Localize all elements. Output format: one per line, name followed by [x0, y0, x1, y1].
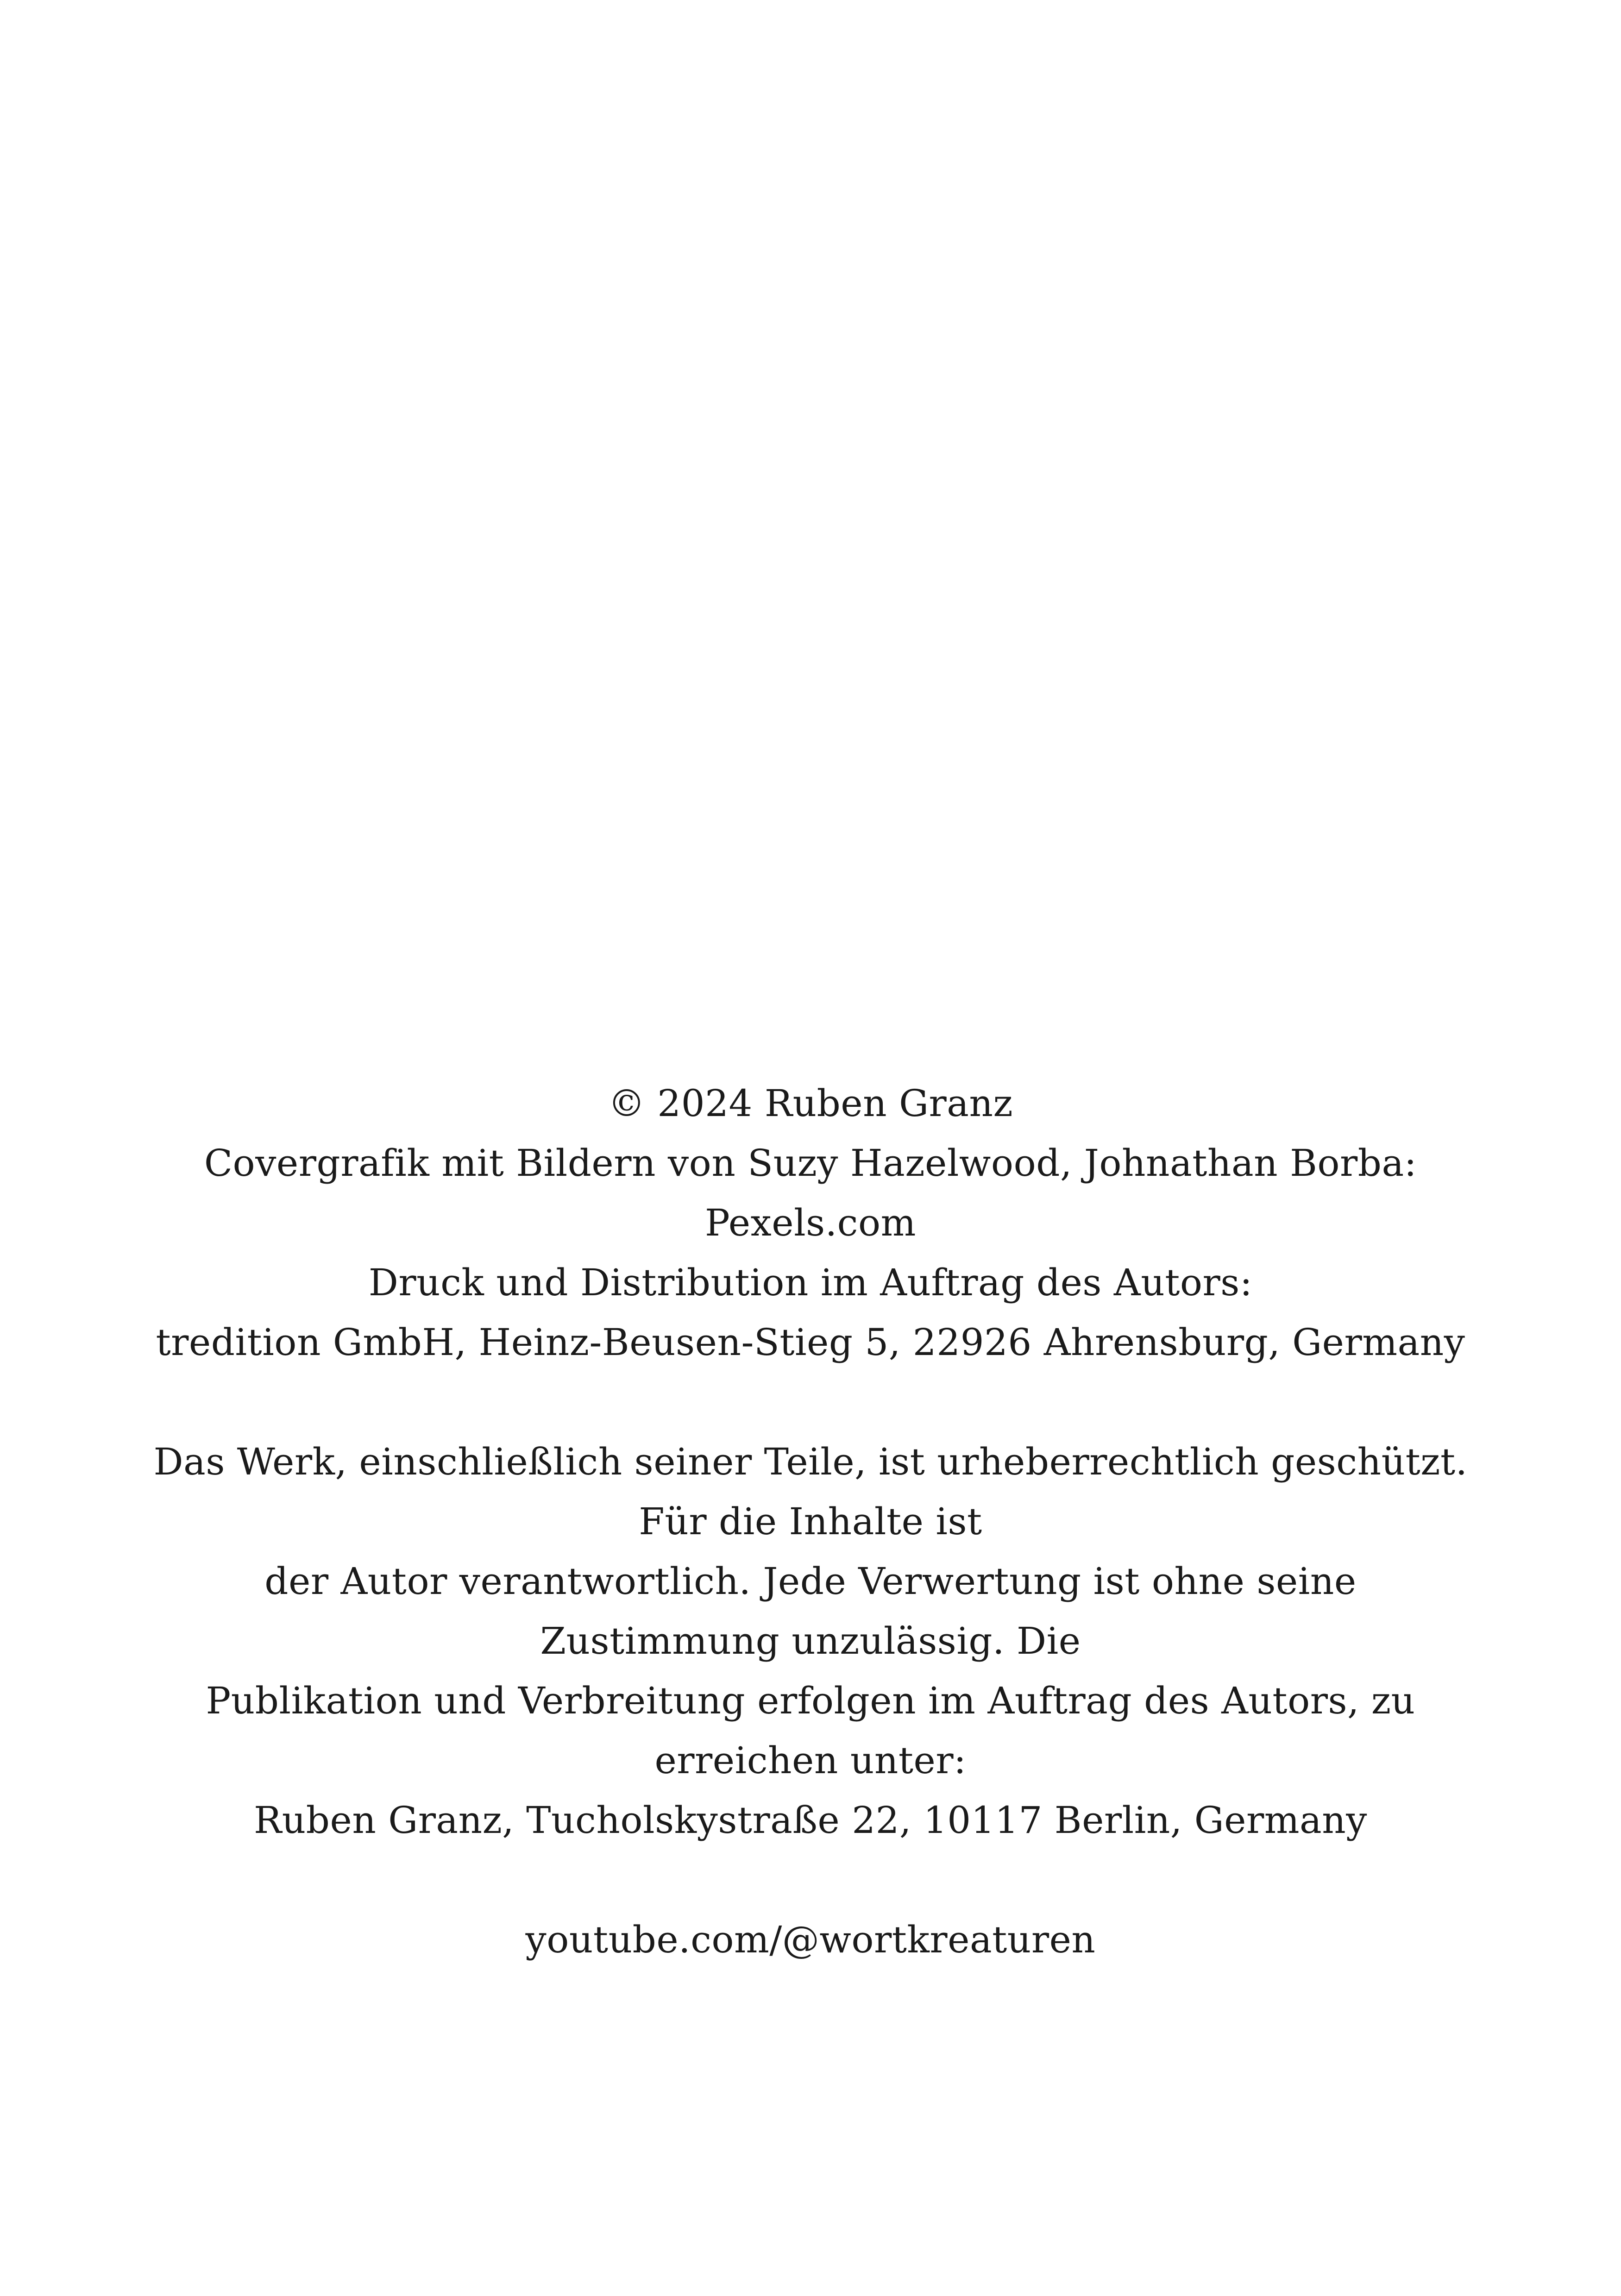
spacer: [0, 1372, 1621, 1432]
cover-credit-source: Pexels.com: [705, 1201, 916, 1244]
publisher-address: tredition GmbH, Heinz-Beusen-Stieg 5, 22926 Ahrensburg, Germany: [156, 1321, 1465, 1364]
print-distribution-line: Druck und Distribution im Auftrag des Autors:: [368, 1261, 1253, 1304]
imprint-block: [0, 1073, 1621, 1970]
spacer: [0, 1850, 1621, 1910]
legal-line-3: der Autor verantwortlich. Jede Verwertung ist ohne seine: [264, 1560, 1357, 1603]
cover-credit-line: Covergrafik mit Bildern von Suzy Hazelwood, Johnathan Borba:: [204, 1142, 1417, 1185]
legal-line-4: Zustimmung unzulässig. Die: [540, 1619, 1081, 1662]
legal-line-2: Für die Inhalte ist: [639, 1500, 982, 1543]
legal-line-5: Publikation und Verbreitung erfolgen im Auftrag des Autors, zu: [206, 1679, 1415, 1722]
copyright-line: © 2024 Ruben Granz: [608, 1082, 1013, 1125]
legal-line-6: erreichen unter:: [654, 1739, 967, 1782]
author-address: Ruben Granz, Tucholskystraße 22, 10117 Berlin, Germany: [254, 1799, 1367, 1842]
youtube-link: youtube.com/@wortkreaturen: [525, 1918, 1096, 1961]
legal-line-1: Das Werk, einschließlich seiner Teile, ist urheberrechtlich geschützt.: [153, 1440, 1468, 1483]
